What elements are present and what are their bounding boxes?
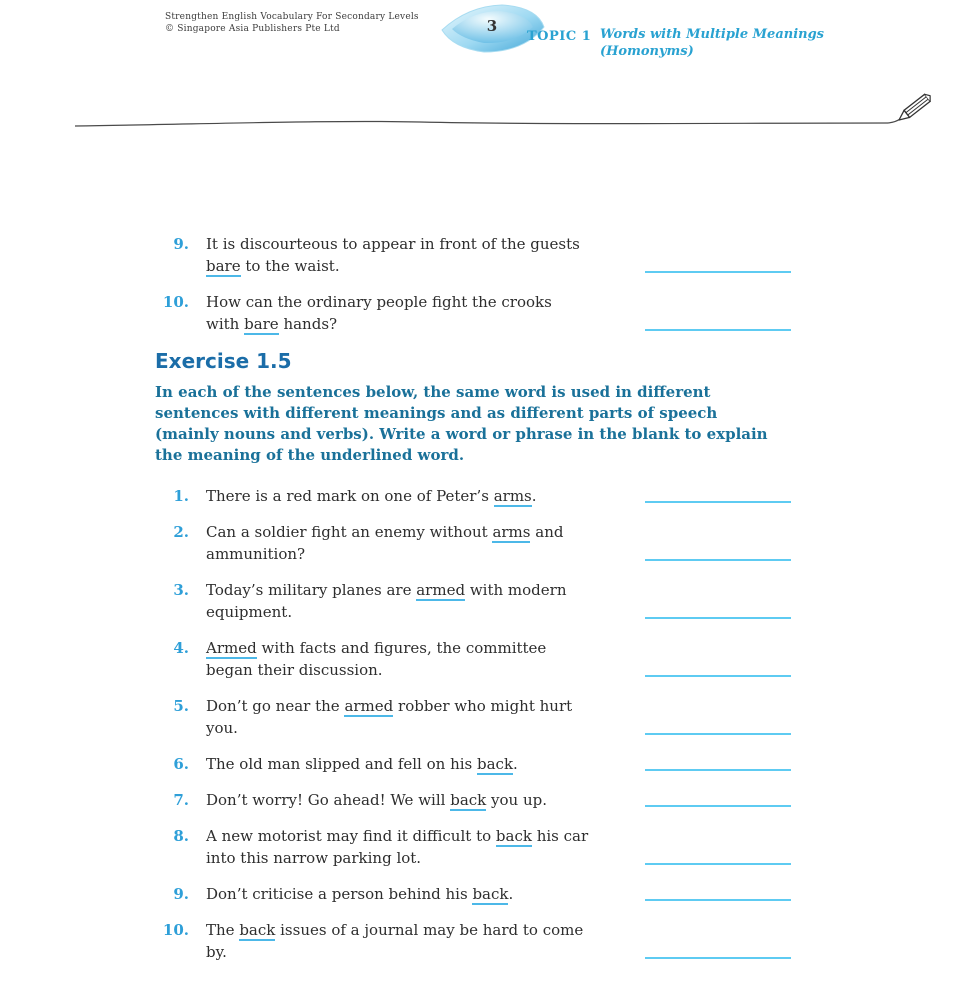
sentence-text: The	[206, 921, 240, 939]
underlined-word: arms	[493, 487, 532, 505]
question-number: 6.	[173, 755, 189, 773]
question-text	[206, 521, 563, 565]
question-line	[206, 601, 567, 623]
sentence-text: into this narrow parking lot.	[206, 849, 422, 867]
question-number: 9.	[173, 885, 189, 903]
answer-blank-line[interactable]	[645, 271, 791, 273]
question-line	[206, 941, 583, 963]
underlined-word: bare	[244, 315, 279, 333]
sentence-text: you up.	[486, 791, 547, 809]
sentence-text: How can the ordinary people fight the crooks	[206, 293, 552, 311]
answer-blank-line[interactable]	[645, 559, 791, 561]
sentence-text: The old man slipped and fell on his	[206, 755, 477, 773]
topic-title-line2: (Homonyms)	[600, 44, 694, 59]
question-line	[206, 313, 552, 335]
sentence-text: Don’t worry! Go ahead! We will	[206, 791, 451, 809]
question-number: 9.	[173, 235, 189, 253]
sentence-text: Don’t criticise a person behind his	[206, 885, 473, 903]
sentence-text: It is discourteous to appear in front of the guests	[206, 235, 580, 253]
question-number: 1.	[173, 487, 189, 505]
sentence-text: began their discussion.	[206, 661, 383, 679]
exercise-questions	[155, 485, 791, 963]
answer-blank-line[interactable]	[645, 957, 791, 959]
sentence-text: .	[508, 885, 514, 903]
question-text	[206, 637, 546, 681]
answer-blank-line[interactable]	[645, 805, 791, 807]
answer-blank-line[interactable]	[645, 863, 791, 865]
question-line	[206, 919, 583, 941]
question-number: 5.	[173, 697, 189, 715]
instruction-line: (mainly nouns and verbs). Write a word or phrase in the blank to explain	[155, 425, 768, 443]
sentence-text: There is a red mark on one of Peter’s	[206, 487, 494, 505]
question-line	[206, 659, 546, 681]
sentence-text: .	[531, 487, 537, 505]
underlined-word: Armed	[206, 639, 257, 657]
question-line	[206, 717, 572, 739]
sentence-text: with modern	[465, 581, 567, 599]
question-row	[155, 919, 791, 963]
topic-title-line1: Words with Multiple Meanings	[600, 27, 824, 42]
question-line	[206, 485, 537, 507]
question-text	[206, 883, 513, 905]
exercise-instructions	[155, 382, 791, 466]
question-line	[206, 753, 518, 775]
question-line	[206, 825, 588, 847]
sentence-text: with facts and figures, the committee	[256, 639, 547, 657]
sentence-text: Can a soldier fight an enemy without	[206, 523, 493, 541]
underlined-word: back	[477, 755, 514, 773]
question-line	[206, 637, 546, 659]
question-line	[206, 789, 547, 811]
sentence-text: with	[206, 315, 245, 333]
exercise-heading: Exercise 1.5	[155, 349, 292, 373]
copyright-line: © Singapore Asia Publishers Pte Ltd	[165, 24, 340, 34]
page-number: 3	[486, 17, 498, 35]
question-row	[155, 291, 791, 335]
question-text	[206, 291, 552, 335]
question-text	[206, 753, 518, 775]
underlined-word: back	[495, 827, 532, 845]
instruction-line: the meaning of the underlined word.	[155, 446, 465, 464]
page-content	[155, 233, 791, 977]
question-row	[155, 637, 791, 681]
question-row	[155, 753, 791, 775]
sentence-text: issues of a journal may be hard to come	[275, 921, 584, 939]
question-text	[206, 579, 567, 623]
sentence-text: his car	[531, 827, 589, 845]
instruction-line: sentences with different meanings and as different parts of speech	[155, 404, 718, 422]
question-row	[155, 789, 791, 811]
answer-blank-line[interactable]	[645, 617, 791, 619]
sentence-text: to the waist.	[240, 257, 340, 275]
question-number: 7.	[173, 791, 189, 809]
sentence-text: A new motorist may find it difficult to	[206, 827, 496, 845]
question-number: 10.	[162, 293, 189, 311]
sentence-text: you.	[206, 719, 238, 737]
sentence-text: robber who might hurt	[393, 697, 573, 715]
question-row	[155, 521, 791, 565]
question-line	[206, 291, 552, 313]
underlined-word: armed	[344, 697, 394, 715]
question-number: 4.	[173, 639, 189, 657]
underlined-word: armed	[416, 581, 466, 599]
question-text	[206, 789, 547, 811]
question-text	[206, 485, 537, 507]
question-number: 3.	[173, 581, 189, 599]
question-line	[206, 883, 513, 905]
question-row	[155, 883, 791, 905]
sentence-text: and	[530, 523, 564, 541]
sentence-text: .	[513, 755, 518, 773]
question-number: 2.	[173, 523, 189, 541]
question-row	[155, 579, 791, 623]
previous-exercise-questions	[155, 233, 791, 335]
question-text	[206, 695, 572, 739]
answer-blank-line[interactable]	[645, 733, 791, 735]
question-number: 8.	[173, 827, 189, 845]
question-line	[206, 543, 563, 565]
answer-blank-line[interactable]	[645, 501, 791, 503]
underlined-word: arms	[492, 523, 531, 541]
question-number: 10.	[162, 921, 189, 939]
question-line	[206, 579, 567, 601]
sentence-text: Today’s military planes are	[206, 581, 417, 599]
question-line	[206, 847, 588, 869]
answer-blank-line[interactable]	[645, 899, 791, 901]
question-row	[155, 485, 791, 507]
answer-blank-line[interactable]	[645, 329, 791, 331]
question-row	[155, 695, 791, 739]
question-line	[206, 521, 563, 543]
question-line	[206, 695, 572, 717]
answer-blank-line[interactable]	[645, 769, 791, 771]
answer-blank-line[interactable]	[645, 675, 791, 677]
publisher-meta	[165, 11, 419, 35]
question-text	[206, 825, 588, 869]
underlined-word: back	[472, 885, 509, 903]
book-title: Strengthen English Vocabulary For Secondary Levels	[165, 12, 419, 22]
question-row	[155, 825, 791, 869]
underlined-word: bare	[206, 257, 241, 275]
sentence-text: ammunition?	[206, 545, 306, 563]
pencil-icon	[896, 92, 933, 123]
underlined-word: back	[450, 791, 487, 809]
sentence-text: equipment.	[206, 603, 293, 621]
question-line	[206, 233, 580, 255]
question-row	[155, 233, 791, 277]
instruction-line: In each of the sentences below, the same word is used in different	[155, 383, 711, 401]
sentence-text: by.	[206, 943, 227, 961]
question-text	[206, 233, 580, 277]
section-divider	[0, 92, 960, 146]
topic-label: TOPIC 1	[527, 29, 592, 44]
sentence-text: Don’t go near the	[206, 697, 345, 715]
topic-title	[600, 26, 824, 60]
question-text	[206, 919, 583, 963]
question-line	[206, 255, 580, 277]
divider-line	[75, 121, 888, 126]
sentence-text: hands?	[278, 315, 338, 333]
underlined-word: back	[239, 921, 276, 939]
